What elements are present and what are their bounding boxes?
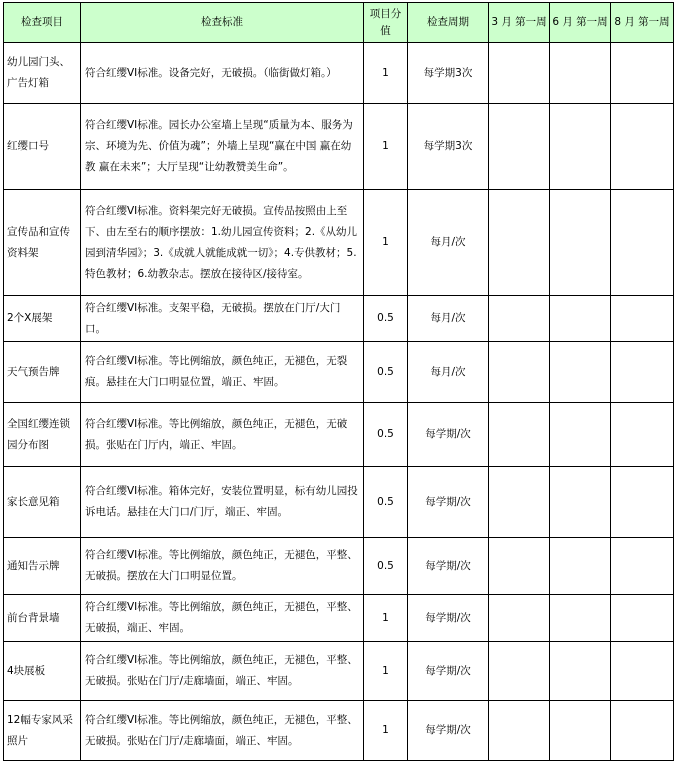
june-check-cell[interactable] [550,296,611,342]
march-check-cell[interactable] [489,467,550,538]
standard-cell: 符合红缨VI标准。等比例缩放，颜色纯正，无褪色，无裂痕。悬挂在大门口明显位置，端正、牢固。 [81,342,364,403]
standard-cell: 符合红缨VI标准。等比例缩放，颜色纯正，无褪色，平整、无破损。张贴在门厅/走廊墙面，端正、牢固。 [81,701,364,761]
item-cell: 家长意见箱 [4,467,81,538]
june-check-cell[interactable] [550,467,611,538]
march-check-cell[interactable] [489,701,550,761]
item-cell: 红缨口号 [4,104,81,190]
item-cell: 天气预告牌 [4,342,81,403]
item-cell: 12幅专家风采照片 [4,701,81,761]
header-standard: 检查标准 [81,3,364,43]
august-check-cell[interactable] [611,296,674,342]
table-row [4,43,674,104]
header-period: 检查周期 [408,3,489,43]
june-check-cell[interactable] [550,342,611,403]
period-cell: 每学期/次 [408,403,489,467]
march-check-cell[interactable] [489,642,550,701]
august-check-cell[interactable] [611,467,674,538]
march-check-cell[interactable] [489,342,550,403]
header-score: 项目分值 [364,3,408,43]
score-cell: 0.5 [364,296,408,342]
period-cell: 每月/次 [408,342,489,403]
inspection-table [3,2,674,761]
item-cell: 2个X展架 [4,296,81,342]
item-cell: 4块展板 [4,642,81,701]
august-check-cell[interactable] [611,342,674,403]
score-cell: 1 [364,104,408,190]
score-cell: 0.5 [364,467,408,538]
june-check-cell[interactable] [550,104,611,190]
table-row [4,296,674,342]
august-check-cell[interactable] [611,403,674,467]
june-check-cell[interactable] [550,43,611,104]
june-check-cell[interactable] [550,595,611,642]
august-check-cell[interactable] [611,104,674,190]
june-check-cell[interactable] [550,642,611,701]
score-cell: 0.5 [364,403,408,467]
table-row [4,342,674,403]
period-cell: 每学期3次 [408,43,489,104]
item-cell: 全国红缨连锁园分布图 [4,403,81,467]
table-row [4,467,674,538]
header-item: 检查项目 [4,3,81,43]
table-row [4,595,674,642]
item-cell: 前台背景墙 [4,595,81,642]
score-cell: 0.5 [364,342,408,403]
standard-cell: 符合红缨VI标准。园长办公室墙上呈现“质量为本、服务为宗、环境为先、价值为魂”；外墙上呈现“赢在中国 赢在幼教 赢在未来”；大厅呈现“让幼教赞美生命”。 [81,104,364,190]
march-check-cell[interactable] [489,296,550,342]
august-check-cell[interactable] [611,190,674,296]
march-check-cell[interactable] [489,190,550,296]
march-check-cell[interactable] [489,43,550,104]
march-check-cell[interactable] [489,595,550,642]
standard-cell: 符合红缨VI标准。等比例缩放，颜色纯正，无褪色，平整、无破损。摆放在大门口明显位置。 [81,538,364,595]
score-cell: 1 [364,642,408,701]
item-cell: 幼儿园门头、广告灯箱 [4,43,81,104]
standard-cell: 符合红缨VI标准。资料架完好无破损。宣传品按照由上至下、由左至右的顺序摆放：1.幼儿园宣传资料；2.《从幼儿园到清华园》；3.《成就人就能成就一切》；4.专供教材；5.特色教材；6.幼教杂志。摆放在接待区/接待室。 [81,190,364,296]
table-row [4,538,674,595]
item-cell: 宣传品和宣传资料架 [4,190,81,296]
standard-cell: 符合红缨VI标准。等比例缩放，颜色纯正，无褪色，无破损。张贴在门厅内，端正、牢固。 [81,403,364,467]
score-cell: 1 [364,43,408,104]
august-check-cell[interactable] [611,642,674,701]
period-cell: 每学期/次 [408,701,489,761]
march-check-cell[interactable] [489,104,550,190]
period-cell: 每学期/次 [408,538,489,595]
standard-cell: 符合红缨VI标准。等比例缩放，颜色纯正，无褪色，平整、无破损。张贴在门厅/走廊墙面，端正、牢固。 [81,642,364,701]
score-cell: 1 [364,701,408,761]
table-row [4,701,674,761]
march-check-cell[interactable] [489,538,550,595]
period-cell: 每学期/次 [408,595,489,642]
header-row [4,3,674,43]
table-row [4,642,674,701]
table-row [4,190,674,296]
header-june: 6 月 第一周 [550,3,611,43]
score-cell: 1 [364,190,408,296]
august-check-cell[interactable] [611,595,674,642]
item-cell: 通知告示牌 [4,538,81,595]
august-check-cell[interactable] [611,43,674,104]
period-cell: 每学期/次 [408,467,489,538]
header-march: 3 月 第一周 [489,3,550,43]
june-check-cell[interactable] [550,538,611,595]
table-row [4,403,674,467]
june-check-cell[interactable] [550,701,611,761]
header-august: 8 月 第一周 [611,3,674,43]
standard-cell: 符合红缨VI标准。支架平稳，无破损。摆放在门厅/大门口。 [81,296,364,342]
standard-cell: 符合红缨VI标准。等比例缩放，颜色纯正，无褪色，平整、无破损，端正、牢固。 [81,595,364,642]
score-cell: 0.5 [364,538,408,595]
period-cell: 每月/次 [408,296,489,342]
june-check-cell[interactable] [550,190,611,296]
period-cell: 每学期/次 [408,642,489,701]
standard-cell: 符合红缨VI标准。箱体完好，安装位置明显，标有幼儿园投诉电话。悬挂在大门口/门厅，端正、牢固。 [81,467,364,538]
august-check-cell[interactable] [611,538,674,595]
period-cell: 每学期3次 [408,104,489,190]
period-cell: 每月/次 [408,190,489,296]
march-check-cell[interactable] [489,403,550,467]
score-cell: 1 [364,595,408,642]
august-check-cell[interactable] [611,701,674,761]
june-check-cell[interactable] [550,403,611,467]
standard-cell: 符合红缨VI标准。设备完好，无破损。（临街做灯箱。） [81,43,364,104]
table-row [4,104,674,190]
